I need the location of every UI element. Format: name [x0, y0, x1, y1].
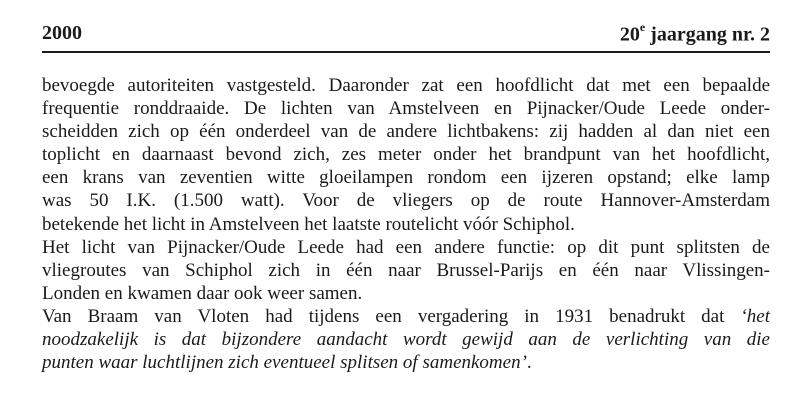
text-line: vliegroutes van Schiphol zich in één naar Brussel-Parijs en één naar Vlissingen- — [42, 259, 770, 281]
page-header — [42, 22, 770, 52]
quote-line: noodzakelijk is dat bijzondere aandacht wordt gewijd aan de verlichting van die — [42, 329, 770, 351]
quote-run: punten waar luchtlijnen zich eventueel splitsen of samenkomen’ — [42, 352, 527, 374]
body-text — [42, 74, 770, 374]
text-line: frequentie ronddraaide. De lichten van Amstelveen en Pijnacker/Oude Leede onder- — [42, 98, 770, 120]
text-line: was 50 I.K. (1.500 watt). Voor de vliegers op de route Hannover-Amsterdam — [42, 190, 770, 212]
text-line: een krans van zeventien witte gloeilampen rondom een ijzeren opstand; elke lamp — [42, 167, 770, 189]
quote-run: ‘het — [740, 305, 770, 327]
volume-number: 20 — [619, 23, 640, 46]
text-line: scheidden zich op één onderdeel van de andere lichtbakens: zij hadden al dan niet een — [42, 121, 770, 143]
text-line: bevoegde autoriteiten vastgesteld. Daaronder zat een hoofdlicht dat met een bepaalde — [42, 75, 770, 96]
volume-text: jaargang nr. 2 — [645, 23, 770, 46]
text-line: Het licht van Pijnacker/Oude Leede had een andere functie: op dit punt splitsten de — [42, 236, 770, 258]
text-line: Londen en kwamen daar ook weer samen. — [42, 282, 363, 304]
header-rule — [42, 51, 770, 53]
header-year: 2000 — [42, 22, 82, 44]
text-line: toplicht en daarnaast bevond zich, zes meter onder het brandpunt van het hoofdlicht, — [42, 144, 770, 166]
text-run: Van Braam van Vloten had tijdens een vergadering in 1931 benadrukt dat — [42, 305, 741, 327]
text-run: . — [526, 352, 532, 374]
header-volume — [620, 22, 770, 47]
quote-line — [42, 351, 770, 374]
text-line — [42, 305, 770, 328]
text-line: betekende het licht in Amstelveen het laatste routelicht vóór Schiphol. — [42, 213, 575, 235]
volume-superscript: e — [639, 20, 646, 34]
